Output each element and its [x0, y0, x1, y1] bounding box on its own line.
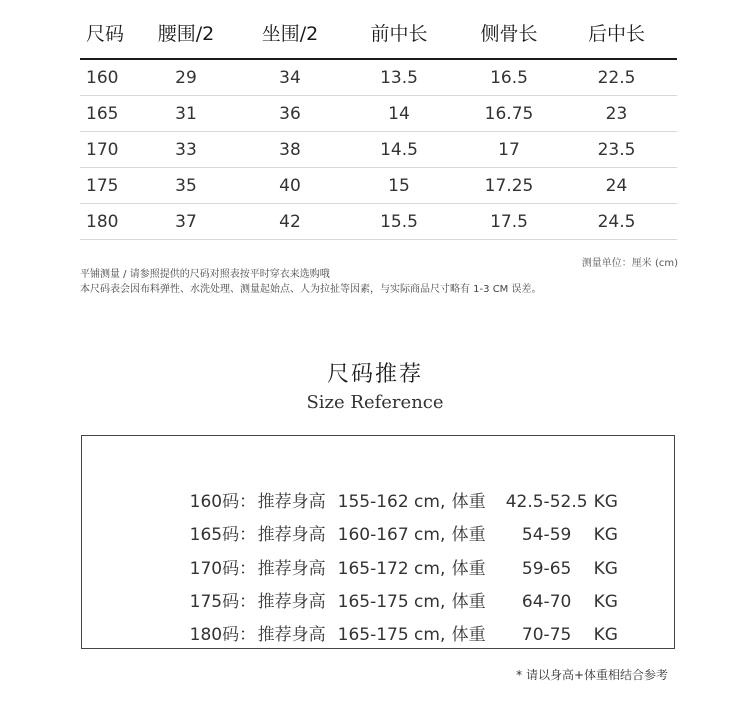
table-cell: 38	[279, 139, 301, 160]
table-cell: 16.5	[490, 67, 528, 88]
ref-height-label: 推荐身高	[257, 525, 326, 545]
unit-note: 测量单位：厘米 (cm)	[581, 258, 678, 269]
ref-size: 170码：	[189, 559, 257, 579]
ref-height-label: 推荐身高	[257, 492, 326, 512]
table-header-row	[80, 0, 677, 60]
ref-height: 165-172 cm,	[337, 559, 446, 579]
reference-line	[168, 600, 634, 665]
ref-size: 165码：	[189, 525, 257, 545]
size-reference-box	[81, 435, 675, 649]
ref-size: 160码：	[189, 492, 257, 512]
table-cell: 37	[175, 211, 197, 232]
ref-size: 175码：	[189, 592, 257, 612]
table-cell: 15	[388, 175, 410, 196]
ref-weight: 70-75	[521, 625, 572, 645]
table-cell: 13.5	[380, 67, 418, 88]
header-front-rise: 前中长	[370, 22, 428, 45]
ref-weight-label: 体重	[451, 625, 486, 645]
ref-weight-label: 体重	[451, 559, 486, 579]
ref-weight: 54-59	[521, 525, 572, 545]
ref-height-label: 推荐身高	[257, 559, 326, 579]
ref-height-label: 推荐身高	[257, 625, 326, 645]
table-cell: 180	[86, 211, 119, 232]
table-cell: 160	[86, 67, 119, 88]
ref-unit: KG	[593, 592, 618, 612]
ref-unit: KG	[593, 525, 618, 545]
table-cell: 40	[279, 175, 301, 196]
table-cell: 29	[175, 67, 197, 88]
table-cell: 22.5	[597, 67, 636, 88]
table-cell: 31	[175, 103, 197, 124]
header-hip: 坐围/2	[261, 22, 319, 45]
table-cell: 17.25	[484, 175, 534, 196]
note-line: 平铺测量 / 请参照提供的尺码对照表按平时穿衣来选购哦	[80, 269, 330, 280]
table-row	[80, 60, 677, 96]
ref-weight-label: 体重	[451, 492, 486, 512]
table-cell: 24	[605, 175, 628, 196]
ref-height: 165-175 cm,	[337, 625, 446, 645]
footnote: * 请以身高+体重相结合参考	[516, 668, 668, 682]
table-cell: 170	[86, 139, 119, 160]
ref-weight: 42.5-52.5	[505, 492, 588, 512]
table-cell: 165	[86, 103, 119, 124]
ref-weight: 59-65	[521, 559, 572, 579]
ref-height: 155-162 cm,	[337, 492, 446, 512]
ref-height-label: 推荐身高	[257, 592, 326, 612]
ref-weight-label: 体重	[451, 592, 486, 612]
size-chart-table	[80, 0, 677, 240]
note-line: 本尺码表会因布料弹性、水洗处理、测量起始点、人为拉扯等因素，与实际商品尺寸略有 1-3 CM 误差。	[80, 284, 542, 295]
table-cell: 175	[86, 175, 119, 196]
table-cell: 23	[605, 103, 628, 124]
ref-weight-label: 体重	[451, 525, 486, 545]
table-cell: 14	[388, 103, 410, 124]
table-cell: 35	[175, 175, 197, 196]
table-cell: 24.5	[597, 211, 636, 232]
header-waist: 腰围/2	[157, 22, 215, 45]
table-cell: 42	[279, 211, 301, 232]
section-subtitle: Size Reference	[306, 392, 444, 413]
table-row	[80, 204, 677, 240]
ref-unit: KG	[593, 559, 618, 579]
table-cell: 23.5	[597, 139, 636, 160]
ref-unit: KG	[593, 625, 618, 645]
ref-unit: KG	[593, 492, 618, 512]
ref-size: 180码：	[189, 625, 257, 645]
header-side-length: 侧骨长	[480, 22, 538, 45]
table-cell: 17	[498, 139, 520, 160]
table-cell: 34	[279, 67, 301, 88]
ref-weight: 64-70	[521, 592, 572, 612]
section-title: 尺码推荐	[326, 362, 423, 387]
ref-height: 165-175 cm,	[337, 592, 446, 612]
table-cell: 33	[175, 139, 197, 160]
table-row	[80, 168, 677, 204]
header-back-rise: 后中长	[587, 22, 645, 45]
ref-height: 160-167 cm,	[337, 525, 446, 545]
table-cell: 17.5	[490, 211, 528, 232]
header-size: 尺码	[86, 22, 125, 45]
table-cell: 36	[279, 103, 301, 124]
table-row	[80, 132, 677, 168]
table-cell: 15.5	[380, 211, 418, 232]
table-cell: 16.75	[484, 103, 534, 124]
table-cell: 14.5	[380, 139, 418, 160]
table-row	[80, 96, 677, 132]
measurement-notes	[80, 267, 541, 297]
